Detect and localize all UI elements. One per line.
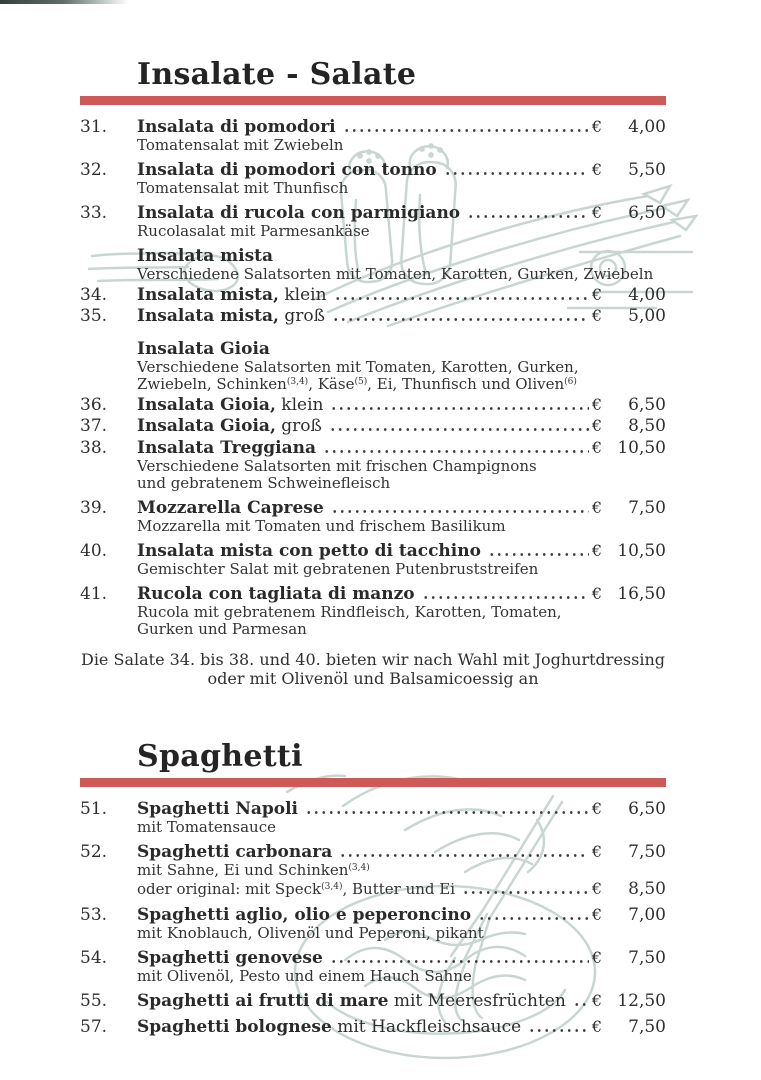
item-list: [80, 117, 666, 638]
item-description-priced-line: [137, 879, 666, 899]
section-note: [80, 650, 666, 688]
currency-symbol: €: [591, 948, 602, 967]
item-name: Insalata Gioia,: [137, 395, 276, 415]
item-number: 31.: [80, 117, 108, 137]
dotted-leader: [573, 1003, 589, 1006]
dotted-leader: [329, 428, 589, 431]
note-line: oder mit Olivenöl und Balsamicoessig an: [207, 669, 539, 688]
item-title-line: [137, 541, 666, 561]
menu-item: [80, 541, 666, 578]
item-number: 54.: [80, 948, 108, 968]
item-name: Spaghetti carbonara: [137, 842, 333, 862]
menu-item-body: [137, 1017, 666, 1037]
accent-bar: [80, 96, 666, 105]
footnote-superscript: (6): [564, 377, 577, 387]
currency-symbol: €: [591, 438, 602, 457]
section-title: Insalate - Salate: [137, 57, 417, 92]
item-description: Verschiedene Salatsorten mit Tomaten, Karotten, Gurken, Zwiebeln: [137, 265, 654, 283]
item-title-line: [137, 416, 666, 436]
item-number: 32.: [80, 160, 108, 180]
item-price: 8,50: [628, 416, 666, 436]
menu-item: [80, 339, 666, 393]
menu-item-body: [137, 306, 666, 326]
item-title-line: [137, 285, 666, 305]
item-title-line: [137, 1017, 666, 1037]
menu-item-body: [137, 160, 666, 197]
item-price: 10,50: [617, 541, 666, 561]
item-name: Insalata mista con petto di tacchino: [137, 541, 481, 561]
dotted-leader: [462, 891, 589, 894]
item-name-suffix: klein: [278, 285, 327, 305]
menu-item-body: [137, 246, 666, 283]
item-name: Insalata mista,: [137, 306, 279, 326]
item-price: 5,00: [628, 306, 666, 326]
currency-symbol: €: [591, 905, 602, 924]
item-name: Insalata mista: [137, 246, 274, 266]
item-number: [80, 339, 137, 393]
dotted-leader: [488, 553, 589, 556]
menu-item: [80, 1017, 666, 1037]
menu-item: [80, 285, 666, 305]
item-title-line: [137, 498, 666, 518]
item-description: mit Olivenöl, Pesto und einem Hauch Sahne: [137, 967, 472, 985]
item-description: mit Tomatensauce: [137, 818, 276, 836]
item-name: Insalata mista,: [137, 285, 279, 305]
section-salads: [80, 58, 666, 688]
item-number: 57.: [80, 1017, 108, 1037]
dotted-leader: [330, 960, 589, 963]
item-price: 7,50: [628, 842, 666, 862]
currency-symbol: €: [591, 879, 602, 898]
currency-symbol: €: [591, 117, 602, 136]
currency-symbol: €: [591, 1017, 602, 1036]
item-number: 55.: [80, 991, 108, 1011]
item-title-line: [137, 991, 666, 1011]
dotted-leader: [478, 917, 589, 920]
item-name-suffix: mit Meeresfrüchten: [388, 991, 566, 1011]
dotted-leader: [305, 811, 589, 814]
item-name: Rucola con tagliata di manzo: [137, 584, 415, 604]
item-description: Rucola mit gebratenem Rindfleisch, Karotten, Tomaten,: [137, 603, 562, 621]
item-number: 38.: [80, 438, 108, 458]
item-price: 6,50: [628, 203, 666, 223]
currency-symbol: €: [591, 160, 602, 179]
note-line: Die Salate 34. bis 38. und 40. bieten wir nach Wahl mit Joghurtdressing: [80, 650, 665, 669]
menu-item-body: [137, 203, 666, 240]
item-title-line: [137, 584, 666, 604]
item-title-line: [137, 160, 666, 180]
footnote-superscript: (5): [354, 377, 368, 387]
item-description: Verschiedene Salatsorten mit frischen Champignons: [137, 457, 537, 475]
item-name: Insalata Gioia: [137, 339, 270, 359]
menu-item-body: [137, 416, 666, 436]
dotted-leader: [444, 172, 589, 175]
currency-symbol: €: [591, 584, 602, 603]
item-description: Zwiebeln, Schinken$^{(3,4)}$, Käse$^{(5)}$, Ei, Thunfisch und Oliven$^{(6)}$: [137, 375, 577, 393]
dotted-leader: [467, 215, 589, 218]
currency-symbol: €: [591, 203, 602, 222]
menu-item-body: [137, 799, 666, 836]
menu-item: [80, 395, 666, 415]
menu-item: [80, 246, 666, 283]
item-title-line: [137, 799, 666, 819]
item-name: Insalata di rucola con parmigiano: [137, 203, 461, 223]
menu-item-body: [137, 948, 666, 985]
item-number: 53.: [80, 905, 108, 925]
item-description: mit Knoblauch, Olivenöl und Peperoni, pikant: [137, 924, 484, 942]
item-price: 8,50: [628, 879, 666, 899]
item-price: 6,50: [628, 395, 666, 415]
dotted-leader: [528, 1029, 589, 1032]
item-price: 5,50: [628, 160, 666, 180]
item-description: oder original: mit Speck$^{(3,4)}$, Butter und Ei: [137, 880, 456, 898]
currency-symbol: €: [591, 541, 602, 560]
footnote-superscript: (3,4): [286, 377, 309, 387]
menu-item-body: [137, 438, 666, 492]
currency-symbol: €: [591, 395, 602, 414]
menu-item: [80, 991, 666, 1011]
menu-item: [80, 584, 666, 638]
item-number: 34.: [80, 285, 108, 305]
item-description: Tomatensalat mit Thunfisch: [137, 179, 349, 197]
item-name-suffix: groß: [275, 416, 322, 436]
item-description: Rucolasalat mit Parmesankäse: [137, 222, 370, 240]
menu-item: [80, 438, 666, 492]
section-title: Spaghetti: [137, 739, 303, 774]
currency-symbol: €: [591, 498, 602, 517]
item-title-line: [137, 117, 666, 137]
menu-item: [80, 905, 666, 942]
menu-item: [80, 117, 666, 154]
dotted-leader: [339, 854, 589, 857]
currency-symbol: €: [591, 285, 602, 304]
item-price: 7,50: [628, 1017, 666, 1037]
scan-edge-artifact: [0, 0, 160, 4]
item-number: 37.: [80, 416, 108, 436]
menu-item-body: [137, 117, 666, 154]
menu-item-body: [137, 339, 666, 393]
currency-symbol: €: [591, 416, 602, 435]
item-price: 7,50: [628, 498, 666, 518]
item-title-line: [137, 395, 666, 415]
item-price: 10,50: [617, 438, 666, 458]
menu-item: [80, 948, 666, 985]
item-description: Gemischter Salat mit gebratenen Putenbruststreifen: [137, 560, 539, 578]
item-name: Spaghetti aglio, olio e peperoncino: [137, 905, 472, 925]
item-number: 51.: [80, 799, 108, 819]
item-description: Verschiedene Salatsorten mit Tomaten, Karotten, Gurken,: [137, 358, 579, 376]
item-number: 40.: [80, 541, 108, 561]
item-price: 4,00: [628, 117, 666, 137]
item-list: [80, 799, 666, 1037]
menu-item-body: [137, 905, 666, 942]
item-description: und gebratenem Schweinefleisch: [137, 474, 391, 492]
item-description: Tomatensalat mit Zwiebeln: [137, 136, 344, 154]
item-number: 33.: [80, 203, 108, 223]
item-name-suffix: groß: [278, 306, 325, 326]
menu-item-body: [137, 842, 666, 899]
menu-content: [80, 58, 666, 1043]
item-title-line: [137, 842, 666, 862]
item-number: 39.: [80, 498, 108, 518]
currency-symbol: €: [591, 799, 602, 818]
menu-item-body: [137, 395, 666, 415]
item-description: Mozzarella mit Tomaten und frischem Basilikum: [137, 517, 506, 535]
item-number: 36.: [80, 395, 108, 415]
currency-symbol: €: [591, 991, 602, 1010]
section-spaghetti: [80, 740, 666, 1037]
item-number: [80, 246, 137, 283]
item-price: 7,50: [628, 948, 666, 968]
menu-item-body: [137, 584, 666, 638]
accent-bar: [80, 778, 666, 787]
item-name-suffix: klein: [275, 395, 324, 415]
item-number: 35.: [80, 306, 108, 326]
menu-item: [80, 842, 666, 899]
item-number: 52.: [80, 842, 108, 862]
item-price: 12,50: [617, 991, 666, 1011]
dotted-leader: [334, 297, 589, 300]
dotted-leader: [330, 407, 588, 410]
item-title-line: [137, 905, 666, 925]
footnote-superscript: (3,4): [321, 882, 343, 892]
item-title-line: [137, 948, 666, 968]
item-price: 16,50: [617, 584, 666, 604]
item-name: Spaghetti ai frutti di mare: [137, 991, 389, 1011]
item-name: Spaghetti bolognese: [137, 1017, 332, 1037]
item-price: 4,00: [628, 285, 666, 305]
item-description: Gurken und Parmesan: [137, 620, 307, 638]
menu-item-body: [137, 498, 666, 535]
dotted-leader: [422, 596, 589, 599]
item-name-suffix: mit Hackfleischsauce: [331, 1017, 522, 1037]
item-name: Mozzarella Caprese: [137, 498, 324, 518]
dotted-leader: [343, 129, 589, 132]
item-name: Insalata di pomodori con tonno: [137, 160, 437, 180]
menu-item: [80, 203, 666, 240]
item-name: Spaghetti Napoli: [137, 799, 299, 819]
item-name: Insalata Treggiana: [137, 438, 316, 458]
menu-item-body: [137, 991, 666, 1011]
item-title-line: [137, 246, 666, 266]
currency-symbol: €: [591, 306, 602, 325]
item-number: 41.: [80, 584, 108, 604]
item-name: Spaghetti genovese: [137, 948, 323, 968]
item-title-line: [137, 339, 666, 359]
dotted-leader: [331, 510, 589, 513]
item-title-line: [137, 306, 666, 326]
menu-item: [80, 498, 666, 535]
item-price: 6,50: [628, 799, 666, 819]
dotted-leader: [323, 450, 589, 453]
menu-item: [80, 416, 666, 436]
item-description: mit Sahne, Ei und Schinken$^{(3,4)}$: [137, 861, 370, 879]
menu-item: [80, 799, 666, 836]
item-name: Insalata Gioia,: [137, 416, 276, 436]
item-title-line: [137, 438, 666, 458]
item-price: 7,00: [628, 905, 666, 925]
item-name: Insalata di pomodori: [137, 117, 336, 137]
footnote-superscript: (3,4): [348, 863, 370, 873]
menu-item-body: [137, 541, 666, 578]
currency-symbol: €: [591, 842, 602, 861]
menu-item: [80, 306, 666, 326]
item-title-line: [137, 203, 666, 223]
menu-item-body: [137, 285, 666, 305]
dotted-leader: [332, 318, 589, 321]
menu-item: [80, 160, 666, 197]
